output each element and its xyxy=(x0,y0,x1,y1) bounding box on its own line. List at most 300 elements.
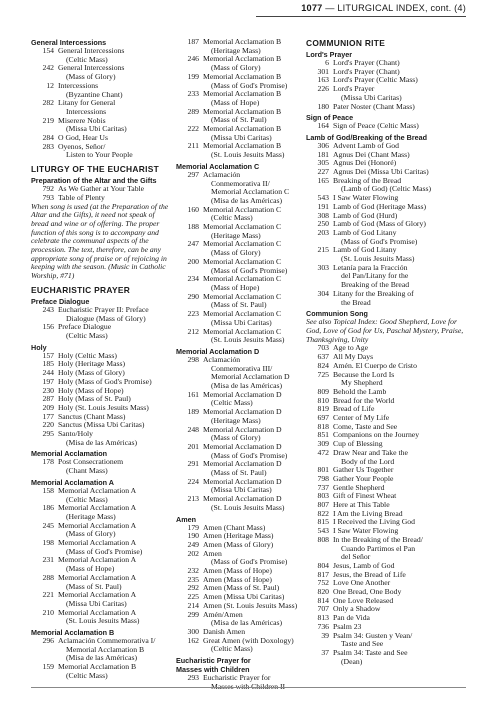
title-line: In the Breaking of the Bread/ xyxy=(333,534,423,544)
index-entry xyxy=(306,605,470,614)
index-entry xyxy=(176,460,305,477)
hymn-number: 160 xyxy=(187,204,199,214)
hymn-title xyxy=(58,609,172,626)
hymn-number: 201 xyxy=(187,441,199,451)
index-entry xyxy=(176,550,305,567)
title-line: Amen (Mass of Hope) xyxy=(203,574,272,584)
title-line: Memorial Acclamation B xyxy=(203,71,282,81)
title-line: Memorial Acclamation B xyxy=(66,644,145,654)
hymn-number: 188 xyxy=(187,222,199,232)
title-line: Memorial Acclamation B xyxy=(203,106,282,116)
title-line: Conmemorativa III/ xyxy=(211,363,273,373)
hymn-number: 200 xyxy=(187,256,199,266)
title-line: (Misa de las Américas) xyxy=(211,381,283,391)
title-line: (Mass of God's Promise) xyxy=(211,450,288,460)
title-line: Memorial Acclamation D xyxy=(211,372,290,382)
title-line: (Celtic Mass) xyxy=(66,54,108,64)
hymn-title xyxy=(203,240,305,257)
index-entry xyxy=(176,328,305,345)
title-line: Lord's Prayer (Chant) xyxy=(333,58,400,67)
hymn-number: 301 xyxy=(317,66,329,76)
index-entry xyxy=(176,206,305,223)
hymn-number: 212 xyxy=(187,326,199,336)
hymn-number: 39 xyxy=(321,630,329,640)
title-line: Lamb of God (Mass of Glory) xyxy=(333,219,426,229)
title-line: Sign of Peace (Celtic Mass) xyxy=(333,121,419,131)
hymn-number: 291 xyxy=(187,459,199,469)
index-entry xyxy=(176,391,305,408)
index-entry xyxy=(176,108,305,125)
hymn-number: 292 xyxy=(187,583,199,593)
hymn-number: 707 xyxy=(317,604,329,614)
hymn-number: 189 xyxy=(187,407,199,417)
hymn-number: 198 xyxy=(42,538,54,548)
title-line: Taste and See xyxy=(341,639,384,649)
hymn-number: 820 xyxy=(317,587,329,597)
title-line: (Mass of Glory) xyxy=(211,433,261,443)
title-line: (Lamb of God) (Celtic Mass) xyxy=(341,184,432,194)
title-line: I Am the Living Bread xyxy=(333,508,403,518)
hymn-number: 248 xyxy=(187,424,199,434)
title-line: Lamb of God (Heritage Mass) xyxy=(333,201,427,211)
index-entry xyxy=(306,177,470,194)
hymn-number: 637 xyxy=(317,352,329,362)
index-entry xyxy=(31,539,172,556)
hymn-number: 246 xyxy=(187,54,199,64)
hymn-title xyxy=(333,103,470,112)
hymn-number: 215 xyxy=(317,245,329,255)
index-entry xyxy=(306,371,470,388)
title-line: Memorial Acclamation B xyxy=(203,124,282,134)
title-line: (Mass of St. Paul) xyxy=(211,115,267,125)
hymn-number: 197 xyxy=(42,376,54,386)
title-line: Cup of Blessing xyxy=(333,439,383,449)
title-line: Pan de Vida xyxy=(333,613,370,623)
subsection-heading: Memorial Acclamation B xyxy=(31,628,115,638)
italic-note: When song is used (at the Preparation of the Altar and the Gifts), it need not speak of bread and wine or of offering. The proper function of this song is to accompany and celebrate the communal aspects of the procession. The text, therefore, can be any appropriate song of praise or of rejoicing in keeping with the season. (Music in Catholic Worship, #71) xyxy=(31,201,169,281)
title-line: Memorial Acclamation A xyxy=(58,485,137,495)
hymn-number: 293 xyxy=(187,673,199,683)
hymn-title xyxy=(58,82,172,99)
index-entry xyxy=(176,637,305,654)
title-line: (Celtic Mass) xyxy=(66,494,108,504)
hymn-title xyxy=(333,85,470,102)
title-line: Agnus Dei (Chant Mass) xyxy=(333,149,410,159)
title-line: (Celtic Mass) xyxy=(211,644,253,654)
hymn-title xyxy=(333,649,470,666)
index-entry xyxy=(176,142,305,159)
title-line: Come, Taste and See xyxy=(333,421,398,431)
title-line: (Heritage Mass) xyxy=(211,45,261,55)
hymn-title xyxy=(58,323,172,340)
hymn-title xyxy=(203,38,305,55)
title-line: As We Gather at Your Table xyxy=(58,184,145,194)
hymn-number: 283 xyxy=(42,141,54,151)
title-line: Only a Shadow xyxy=(333,604,381,614)
hymn-number: 243 xyxy=(42,304,54,314)
hymn-number: 159 xyxy=(42,662,54,672)
title-line: Aclamación xyxy=(203,354,241,364)
title-line: One Love Released xyxy=(333,595,394,605)
hymn-number: 703 xyxy=(317,343,329,353)
title-line: Conmemorativa II/ xyxy=(211,178,270,188)
title-line: Draw Near and Take the xyxy=(333,447,408,457)
header-rule xyxy=(256,16,466,17)
title-line: (St. Louis Jesuits Mass) xyxy=(341,254,415,264)
title-line: (Mass of God's Promise) xyxy=(211,557,288,567)
title-line: Holy (Mass of St. Paul) xyxy=(58,394,131,404)
hymn-title xyxy=(203,142,305,159)
hymn-number: 163 xyxy=(317,75,329,85)
title-line: Memorial Acclamation B xyxy=(203,54,282,64)
hymn-title xyxy=(333,449,470,466)
title-line: the Bread xyxy=(341,297,371,307)
index-entry xyxy=(31,522,172,539)
index-entry xyxy=(176,356,305,391)
hymn-number: 798 xyxy=(317,473,329,483)
title-line: (Mass of God's Promise) xyxy=(66,546,143,556)
index-entry xyxy=(31,64,172,81)
index-entry xyxy=(176,478,305,495)
hymn-number: 803 xyxy=(317,491,329,501)
title-line: Memorial Acclamation C xyxy=(203,309,282,319)
title-line: Dialogue (Mass of Glory) xyxy=(66,313,146,323)
title-line: Memorial Acclamation D xyxy=(203,494,282,504)
hymn-number: 226 xyxy=(317,84,329,94)
hymn-number: 165 xyxy=(317,175,329,185)
title-line: Memorial Acclamation C xyxy=(211,187,290,197)
hymn-number: 230 xyxy=(42,385,54,395)
hymn-number: 289 xyxy=(187,106,199,116)
hymn-title xyxy=(203,293,305,310)
index-entry xyxy=(31,591,172,608)
title-line: Memorial Acclamation C xyxy=(203,326,282,336)
hymn-number: 178 xyxy=(42,457,54,467)
title-line: Memorial Acclamation D xyxy=(203,476,282,486)
title-line: Gather Your People xyxy=(333,473,394,483)
hymn-number: 214 xyxy=(187,600,199,610)
subsection-heading: Lamb of God/Breaking of the Bread xyxy=(306,132,428,142)
index-entry xyxy=(31,47,172,64)
italic-note: See also Topical Index: Good Shepherd, Love for God, Love of God for Us, Paschal Mystery, Praise, Thanksgiving, Unity xyxy=(306,317,464,344)
title-line: Aclamación xyxy=(203,169,241,179)
title-line: Amen (Mass of Glory) xyxy=(203,539,274,549)
title-line: (Mass of St. Paul) xyxy=(211,468,267,478)
title-line: (Celtic Mass) xyxy=(211,213,253,223)
hymn-title xyxy=(203,356,305,391)
hymn-number: 224 xyxy=(187,476,199,486)
index-entry xyxy=(31,99,172,116)
title-line: (Celtic Mass) xyxy=(211,398,253,408)
title-line: Masses with Children II xyxy=(211,681,286,691)
title-line: (Heritage Mass) xyxy=(211,230,261,240)
section-heading: LITURGY OF THE EUCHARIST xyxy=(31,164,160,175)
title-line: (Mass of St. Paul) xyxy=(211,300,267,310)
title-line: del Pan/Litany for the xyxy=(341,271,409,281)
title-line: General Intercessions xyxy=(58,46,125,55)
hymn-number: 801 xyxy=(317,465,329,475)
title-line: (Mass of God's Promise) xyxy=(341,236,418,246)
subsection-heading: Amen xyxy=(176,514,196,524)
title-line: Santo/Holy xyxy=(58,429,94,439)
title-line: Memorial Acclamation C xyxy=(203,239,282,249)
hymn-number: 223 xyxy=(187,309,199,319)
hymn-title xyxy=(203,328,305,345)
index-entry xyxy=(306,536,470,562)
title-line: Psalm 23 xyxy=(333,621,362,631)
title-line: (Chant Mass) xyxy=(66,466,108,476)
hymn-number: 305 xyxy=(317,158,329,168)
title-line: Intercessions xyxy=(58,80,99,90)
title-line: Litany for General xyxy=(58,98,116,108)
title-line: Because the Lord Is xyxy=(333,369,395,379)
title-line: General Intercessions xyxy=(58,63,125,73)
hymn-number: 814 xyxy=(317,595,329,605)
title-line: (Missa Ubi Caritas) xyxy=(211,132,272,142)
title-line: (Mass of Glory) xyxy=(211,63,261,73)
title-line: Memorial Acclamation A xyxy=(58,555,137,565)
index-entry xyxy=(176,90,305,107)
title-line: Pater Noster (Chant Mass) xyxy=(333,101,415,111)
hymn-title xyxy=(333,229,470,246)
title-line: My Shepherd xyxy=(341,378,383,388)
subsection-heading: Memorial Acclamation D xyxy=(176,346,260,356)
hymn-number: 164 xyxy=(317,121,329,131)
title-line: (Missa Ubi Caritas) xyxy=(211,485,272,495)
index-entry xyxy=(306,264,470,290)
title-line: Miserere Nobis xyxy=(58,115,106,125)
title-line: (Misa de las Américas) xyxy=(66,437,138,447)
hymn-title xyxy=(333,290,470,307)
page-number: 1077 xyxy=(301,3,323,13)
title-line: Holy (Mass of Glory) xyxy=(58,368,125,378)
hymn-number: 284 xyxy=(42,133,54,143)
title-line: Oyenos, Señor/ xyxy=(58,141,106,151)
hymn-number: 158 xyxy=(42,485,54,495)
hymn-title xyxy=(58,117,172,134)
hymn-number: 815 xyxy=(317,517,329,527)
title-line: Amen (St. Louis Jesuits Mass) xyxy=(203,600,298,610)
title-line: (Heritage Mass) xyxy=(211,415,261,425)
title-line: Amén. El Cuerpo de Cristo xyxy=(333,360,417,370)
title-line: Bread for the World xyxy=(333,395,395,405)
title-line: (Mass of Glory) xyxy=(211,248,261,258)
index-entry xyxy=(176,293,305,310)
index-entry xyxy=(306,103,470,112)
hymn-number: 290 xyxy=(187,291,199,301)
hymn-title xyxy=(203,460,305,477)
hymn-number: 309 xyxy=(317,439,329,449)
index-entry xyxy=(176,495,305,512)
title-line: Memorial Acclamation C xyxy=(203,274,282,284)
title-line: Jesus, Lamb of God xyxy=(333,560,395,570)
title-line: (Missa Ubi Caritas) xyxy=(66,124,127,134)
title-line: Aclamación Commemorativa I/ xyxy=(58,636,156,646)
hymn-title xyxy=(203,125,305,142)
title-line: Holy (Mass of God's Promise) xyxy=(58,376,152,386)
title-line: Amen (Chant Mass) xyxy=(203,522,266,532)
title-line: Memorial Acclamation B xyxy=(203,37,282,46)
title-line: Preface Dialogue xyxy=(58,322,112,332)
footer-rule xyxy=(31,687,466,688)
subsection-heading: Preface Dialogue xyxy=(31,296,90,306)
hymn-title xyxy=(333,246,470,263)
title-line: Memorial Acclamation C xyxy=(203,204,282,214)
hymn-number: 186 xyxy=(42,503,54,513)
hymn-title xyxy=(58,306,172,323)
hymn-number: 213 xyxy=(187,494,199,504)
index-entry xyxy=(176,125,305,142)
index-entry xyxy=(31,663,172,680)
hymn-number: 244 xyxy=(42,368,54,378)
hymn-title xyxy=(203,90,305,107)
hymn-number: 287 xyxy=(42,394,54,404)
running-header xyxy=(301,3,466,13)
hymn-title xyxy=(333,264,470,290)
hymn-number: 752 xyxy=(317,578,329,588)
subsection-heading: Holy xyxy=(31,342,47,352)
title-line: Memorial Acclamation A xyxy=(58,572,137,582)
hymn-number: 222 xyxy=(187,124,199,134)
hymn-title xyxy=(58,539,172,556)
title-line: Eucharistic Prayer for xyxy=(203,673,271,683)
title-line: (Celtic Mass) xyxy=(66,670,108,680)
title-line: Behold the Lamb xyxy=(333,386,387,396)
hymn-title xyxy=(58,574,172,591)
title-line: Lamb of God Litany xyxy=(333,245,397,255)
hymn-number: 736 xyxy=(317,621,329,631)
hymn-title xyxy=(203,443,305,460)
title-line: Lamb of God (Hurd) xyxy=(333,210,398,220)
index-entry xyxy=(31,117,172,134)
title-line: Lord's Prayer (Chant) xyxy=(333,66,400,76)
hymn-number: 181 xyxy=(317,149,329,159)
hymn-number: 851 xyxy=(317,430,329,440)
hymn-title xyxy=(58,487,172,504)
hymn-title xyxy=(58,64,172,81)
hymn-title xyxy=(203,426,305,443)
hymn-number: 235 xyxy=(187,574,199,584)
title-line: Memorial Acclamation B xyxy=(203,141,282,151)
index-entry xyxy=(306,122,470,131)
title-line: Post Consecrationem xyxy=(58,457,124,467)
hymn-number: 232 xyxy=(187,566,199,576)
title-line: Here at This Table xyxy=(333,500,390,510)
hymn-title xyxy=(58,504,172,521)
subsection-heading: General Intercessions xyxy=(31,38,107,47)
hymn-number: 161 xyxy=(187,389,199,399)
section-heading: COMMUNION RITE xyxy=(306,38,386,48)
hymn-number: 179 xyxy=(187,522,199,532)
hymn-number: 295 xyxy=(42,429,54,439)
index-entry xyxy=(31,82,172,99)
hymn-number: 209 xyxy=(42,402,54,412)
title-line: One Bread, One Body xyxy=(333,587,402,597)
title-line: Amen (Missa Ubi Caritas) xyxy=(203,592,285,602)
title-line: Memorial Acclamation D xyxy=(203,424,282,434)
title-line: Memorial Acclamation D xyxy=(203,441,282,451)
title-line: Litany for the Breaking of xyxy=(333,288,414,298)
index-entry xyxy=(31,323,172,340)
index-entry xyxy=(306,76,470,85)
hymn-title xyxy=(333,536,470,562)
title-line: (Mass of God's Promise) xyxy=(211,80,288,90)
title-line: Great Amen (with Doxology) xyxy=(203,635,294,645)
index-entry xyxy=(176,258,305,275)
hymn-number: 157 xyxy=(42,350,54,360)
title-line: All My Days xyxy=(333,352,374,362)
title-line: Memorial Acclamation B xyxy=(58,662,137,672)
hymn-title xyxy=(58,99,172,116)
title-line: Memorial Acclamation A xyxy=(58,590,137,600)
title-line: Memorial Acclamation A xyxy=(58,503,137,513)
title-line: Lord's Prayer xyxy=(333,84,375,94)
title-line: (Mass of Hope) xyxy=(66,564,115,574)
hymn-number: 203 xyxy=(317,227,329,237)
title-line: Breaking of the Bread xyxy=(341,280,410,290)
index-entry xyxy=(31,574,172,591)
hymn-number: 300 xyxy=(187,627,199,636)
hymn-number: 245 xyxy=(42,520,54,530)
hymn-number: 792 xyxy=(42,184,54,194)
title-line: Cuando Partimos el Pan xyxy=(341,543,416,553)
hymn-number: 809 xyxy=(317,386,329,396)
title-line: (Mass of St. Paul) xyxy=(66,581,122,591)
title-line: Lamb of God Litany xyxy=(333,227,397,237)
hymn-title xyxy=(58,556,172,573)
index-entry xyxy=(306,431,470,440)
index-entry xyxy=(306,597,470,606)
hymn-number: 191 xyxy=(317,201,329,211)
index-entry xyxy=(306,449,470,466)
title-line: Sanctus (Chant Mass) xyxy=(58,411,126,421)
hymn-number: 298 xyxy=(187,354,199,364)
index-entry xyxy=(176,674,305,691)
index-entry xyxy=(306,614,470,623)
title-line: (Dean) xyxy=(341,656,363,666)
hymn-title xyxy=(203,206,305,223)
section-heading: EUCHARISTIC PRAYER xyxy=(31,284,131,295)
title-line: Advent Lamb of God xyxy=(333,140,399,150)
hymn-title xyxy=(58,458,172,475)
hymn-number: 299 xyxy=(187,609,199,619)
hymn-title xyxy=(58,522,172,539)
index-entry xyxy=(306,475,470,484)
hymn-number: 824 xyxy=(317,360,329,370)
title-line: (St. Louis Jesuits Mass) xyxy=(211,335,285,345)
hymn-title xyxy=(333,632,470,649)
header-title: LITURGICAL INDEX, cont. (4) xyxy=(337,3,466,13)
hymn-title xyxy=(203,408,305,425)
title-line: Amén/Amen xyxy=(203,609,243,619)
title-line: (Mass of Hope) xyxy=(211,97,260,107)
hymn-number: 180 xyxy=(317,101,329,111)
subsection-heading: Communion Song xyxy=(306,309,368,319)
hymn-title xyxy=(203,310,305,327)
title-line: Intercessions xyxy=(66,106,107,116)
hymn-title xyxy=(203,550,305,567)
hymn-number: 190 xyxy=(187,531,199,541)
index-entry xyxy=(176,73,305,90)
hymn-number: 37 xyxy=(321,648,329,657)
hymn-number: 810 xyxy=(317,395,329,405)
hymn-title xyxy=(203,73,305,90)
hymn-number: 818 xyxy=(317,421,329,431)
title-line: Amen (Heritage Mass) xyxy=(203,531,274,541)
title-line: Holy (Heritage Mass) xyxy=(58,359,126,369)
title-line: Memorial Acclamation C xyxy=(203,222,282,232)
title-line: Agnus Dei (Missa Ubi Caritas) xyxy=(333,167,429,177)
